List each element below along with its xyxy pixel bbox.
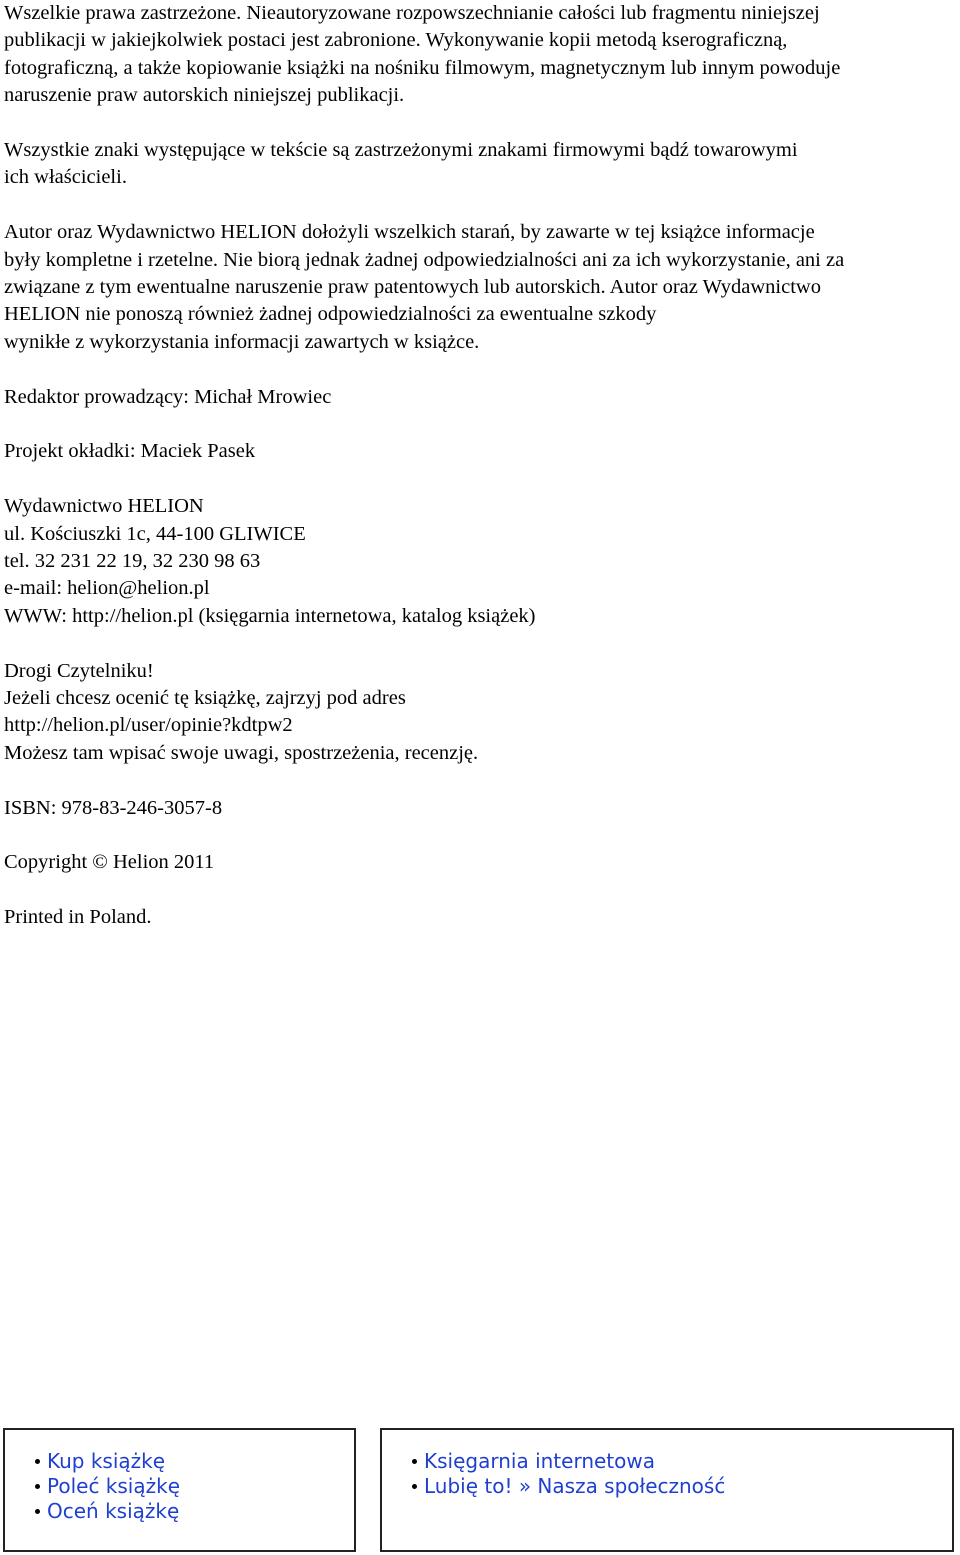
opinion-url: http://helion.pl/user/opinie?kdtpw2: [4, 714, 293, 737]
text-line: Jeżeli chcesz ocenić tę książkę, zajrzyj pod adres: [4, 687, 406, 710]
text-line: związane z tym ewentualne naruszenie praw patentowych lub autorskich. Autor oraz Wydawnictwo: [4, 276, 821, 299]
list-item: [412, 1474, 725, 1499]
recommend-book-link[interactable]: Poleć książkę: [47, 1474, 180, 1498]
rate-book-link[interactable]: Oceń książkę: [47, 1499, 180, 1523]
purchase-links-box: [3, 1428, 356, 1552]
publisher-name: Wydawnictwo HELION: [4, 495, 204, 518]
publisher-email: e-mail: helion@helion.pl: [4, 577, 210, 600]
list-item: [35, 1474, 180, 1499]
online-bookstore-link[interactable]: Księgarnia internetowa: [424, 1449, 655, 1473]
publisher-phone: tel. 32 231 22 19, 32 230 98 63: [4, 550, 261, 573]
isbn: ISBN: 978-83-246-3057-8: [4, 796, 223, 819]
bullet-icon: [35, 1509, 40, 1514]
bullet-icon: [412, 1459, 417, 1464]
text-line: były kompletne i rzetelne. Nie biorą jednak żadnej odpowiedzialności ani za ich wykorzystanie, ani za: [4, 248, 845, 271]
reader-note: [4, 658, 958, 768]
text-line: Wszystkie znaki występujące w tekście są zastrzeżonymi znakami firmowymi bądź towarowymi: [4, 139, 798, 162]
text-line: Drogi Czytelniku!: [4, 659, 154, 682]
bullet-icon: [412, 1484, 417, 1489]
text-line: Autor oraz Wydawnictwo HELION dołożyli wszelkich starań, by zawarte w tej książce informacje: [4, 221, 815, 244]
copyright: Copyright © Helion 2011: [4, 851, 215, 874]
editor: Redaktor prowadzący: Michał Mrowiec: [4, 385, 332, 408]
text-line: fotograficzną, a także kopiowanie książki na nośniku filmowym, magnetycznym lub innym powoduje: [4, 56, 841, 79]
page-content: [4, 0, 958, 932]
text-line: Możesz tam wpisać swoje uwagi, spostrzeżenia, recenzję.: [4, 741, 479, 764]
buy-book-link[interactable]: Kup książkę: [47, 1449, 166, 1473]
text-line: ich właścicieli.: [4, 166, 127, 189]
text-line: wynikłe z wykorzystania informacji zawartych w książce.: [4, 330, 480, 353]
publisher-info: [4, 493, 958, 630]
printed-in: Printed in Poland.: [4, 906, 152, 929]
list-item: [412, 1449, 725, 1474]
cover-design: Projekt okładki: Maciek Pasek: [4, 440, 256, 463]
text-line: HELION nie ponoszą również żadnej odpowiedzialności za ewentualne szkody: [4, 303, 657, 326]
text-line: naruszenie praw autorskich niniejszej publikacji.: [4, 84, 405, 107]
bullet-icon: [35, 1484, 40, 1489]
trademarks-notice: [4, 137, 958, 192]
list-item: [35, 1449, 180, 1474]
community-links-box: [380, 1428, 954, 1552]
publisher-address: ul. Kościuszki 1c, 44-100 GLIWICE: [4, 522, 306, 545]
publisher-www: WWW: http://helion.pl (księgarnia internetowa, katalog książek): [4, 604, 536, 627]
community-link[interactable]: Lubię to! » Nasza społeczność: [424, 1474, 726, 1498]
bullet-icon: [35, 1459, 40, 1464]
text-line: Wszelkie prawa zastrzeżone. Nieautoryzowane rozpowszechnianie całości lub fragmentu niniejszej: [4, 2, 820, 24]
disclaimer: [4, 219, 958, 356]
text-line: publikacji w jakiejkolwiek postaci jest zabronione. Wykonywanie kopii metodą kserograficzną,: [4, 29, 788, 52]
copyright-notice: [4, 0, 958, 110]
list-item: [35, 1499, 180, 1524]
